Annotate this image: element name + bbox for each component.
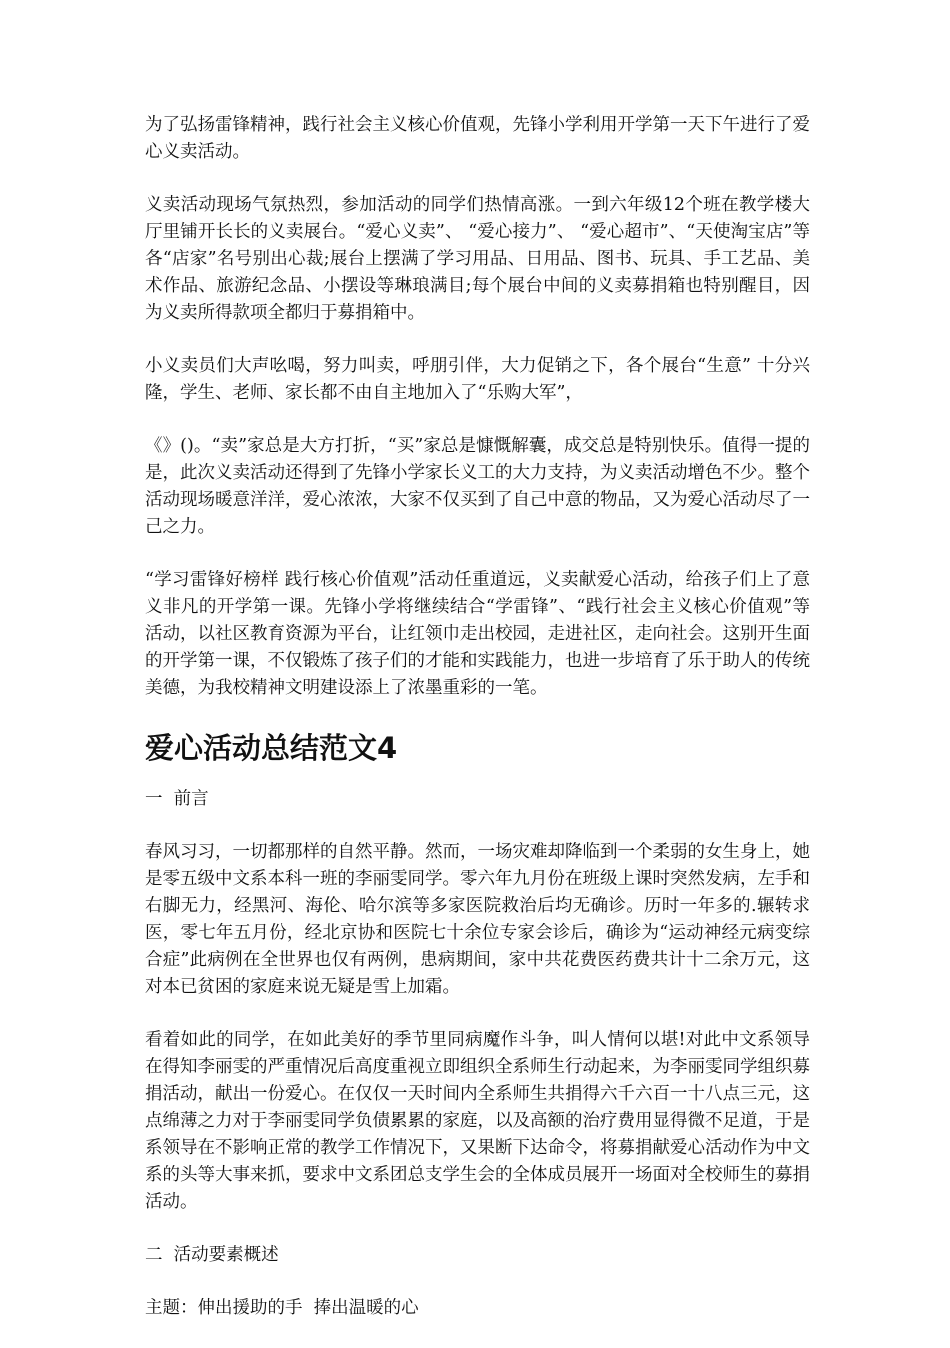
paragraph: “学习雷锋好榜样 践行核心价值观”活动任重道远，义卖献爱心活动，给孩子们上了意义非凡的开学第一课。先锋小学将继续结合“学雷锋”、“践行社会主义核心价值观”等活动，以社区教育资源为平台，让红领巾走出校园，走进社区，走向社会。这别开生面的开学第一课，不仅锻炼了孩子们的才能和实践能力，也进一步培育了乐于助人的传统美德，为我校精神文明建设添上了浓墨重彩的一笔。 xyxy=(145,570,810,698)
paragraph: 小义卖员们大声吆喝，努力叫卖，呼朋引伴，大力促销之下，各个展台“生意” 十分兴隆，学生、老师、家长都不由自主地加入了“乐购大军”， xyxy=(145,356,810,403)
subheading-overview: 二 活动要素概述 xyxy=(145,1245,279,1265)
paragraph: 义卖活动现场气氛热烈，参加活动的同学们热情高涨。一到六年级12个班在教学楼大厅里铺开长长的义卖展台。“爱心义卖”、 “爱心接力”、 “爱心超市”、“天使淘宝店”等各“店家”名号别出心裁;展台上摆满了学习用品、日用品、图书、玩具、手工艺品、美术作品、旅游纪念品、小摆设等琳琅满目;每个展台中间的义卖募捐箱也特别醒目，因为义卖所得款项全都归于募捐箱中。 xyxy=(145,195,810,323)
paragraph: 《》()。“卖”家总是大方打折，“买”家总是慷慨解囊，成交总是特别快乐。值得一提的是，此次义卖活动还得到了先锋小学家长义工的大力支持，为义卖活动增色不少。整个活动现场暖意洋洋，爱心浓浓，大家不仅买到了自己中意的物品，又为爱心活动尽了一己之力。 xyxy=(145,436,810,537)
paragraph: 春风习习，一切都那样的自然平静。然而，一场灾难却降临到一个柔弱的女生身上，她是零五级中文系本科一班的李丽雯同学。零六年九月份在班级上课时突然发病，左手和右脚无力，经黑河、海伦、哈尔滨等多家医院救治后均无确诊。历时一年多的.辗转求医，零七年五月份，经北京协和医院七十余位专家会诊后，确诊为“运动神经元病变综合症”此病例在全世界也仅有两例，患病期间，家中共花费医药费共计十二余万元，这对本已贫困的家庭来说无疑是雪上加霜。 xyxy=(145,842,810,997)
subheading-preface: 一 前言 xyxy=(145,789,209,809)
paragraph: 看着如此的同学，在如此美好的季节里同病魔作斗争，叫人情何以堪!对此中文系领导在得知李丽雯的严重情况后高度重视立即组织全系师生行动起来，为李丽雯同学组织募捐活动，献出一份爱心。在仅仅一天时间内全系师生共捐得六千六百一十八点三元，这点绵薄之力对于李丽雯同学负债累累的家庭，以及高额的治疗费用显得微不足道，于是系领导在不影响正常的教学工作情况下，又果断下达命令，将募捐献爱心活动作为中文系的头等大事来抓，要求中文系团总支学生会的全体成员展开一场面对全校师生的募捐活动。 xyxy=(145,1030,810,1212)
theme-line: 主题：伸出援助的手 捧出温暖的心 xyxy=(145,1298,419,1318)
document-page xyxy=(145,112,810,1348)
section-heading: 爱心活动总结范文4 xyxy=(145,731,398,765)
paragraph: 为了弘扬雷锋精神，践行社会主义核心价值观，先锋小学利用开学第一天下午进行了爱心义卖活动。 xyxy=(145,115,810,162)
